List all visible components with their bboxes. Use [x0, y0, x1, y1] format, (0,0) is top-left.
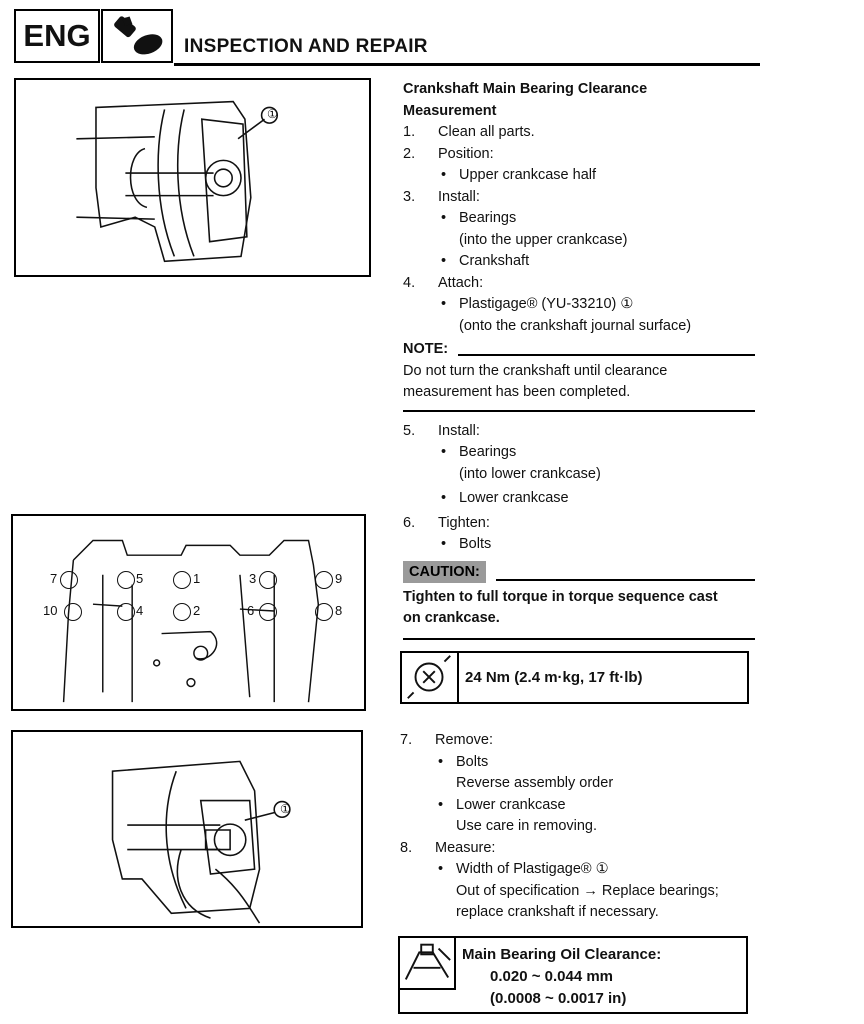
bolt-label-8: 8: [335, 603, 343, 618]
header-rule: [174, 63, 760, 66]
step-number: 5.: [403, 422, 416, 439]
list-item: Upper crankcase half: [459, 167, 597, 183]
bolt-label-6: 6: [247, 603, 255, 618]
step-text: Measure:: [435, 839, 496, 856]
caution-text: Tighten to full torque in torque sequence cast: [403, 588, 718, 605]
bolt-5: [117, 571, 135, 589]
figure-upper-crankcase-bearing: [14, 78, 371, 277]
page-title: INSPECTION AND REPAIR: [184, 36, 428, 57]
caution-text-line2: on crankcase.: [403, 610, 500, 626]
bolt-1: [173, 571, 191, 589]
list-item: Bolts: [456, 753, 489, 770]
bolt-9: [315, 571, 333, 589]
note-end-rule: [403, 410, 755, 412]
bolt-label-2: 2: [193, 603, 201, 618]
step-number: 3.: [403, 188, 416, 205]
list-item-detail: (into the upper crankcase): [459, 231, 628, 248]
step-number: 4.: [403, 274, 416, 291]
list-item: Lower crankcase: [459, 490, 569, 506]
list-item: Width of Plastigage® ①: [456, 861, 609, 877]
clearance-label: Main Bearing Oil Clearance:: [462, 946, 662, 963]
note-label: NOTE:: [403, 341, 449, 357]
wrench-icon: [101, 9, 173, 63]
bolt-8: [315, 603, 333, 621]
step-number: 6.: [403, 514, 416, 531]
bolt-label-10: 10: [43, 603, 58, 618]
list-item: Bearings: [459, 444, 517, 460]
list-item: Bearings: [459, 210, 517, 226]
clearance-value-inches: (0.0008 ~ 0.0017 in): [490, 990, 627, 1007]
list-item: Bolts: [459, 536, 492, 552]
step-text: Remove:: [435, 732, 494, 748]
callout-1: ①: [280, 802, 291, 816]
list-item: Lower crankcase: [456, 796, 566, 813]
list-item-detail: Use care in removing.: [456, 818, 598, 834]
caution-end-rule: [403, 638, 755, 640]
list-item: Crankshaft: [459, 253, 530, 269]
bolt-label-3: 3: [249, 571, 257, 586]
step-text: Install:: [438, 188, 480, 205]
caution-label: CAUTION:: [403, 561, 486, 583]
torque-spec-box: [400, 651, 749, 704]
procedure-heading-line2: Measurement: [403, 102, 497, 119]
note-text-line2: measurement has been completed.: [403, 384, 631, 400]
step-text: Install:: [438, 422, 480, 439]
list-item-detail: replace crankshaft if necessary.: [456, 904, 659, 920]
note-text: Do not turn the crankshaft until clearance: [403, 362, 668, 379]
section-code-badge: ENG: [14, 9, 100, 63]
procedure-heading: Crankshaft Main Bearing Clearance: [403, 81, 648, 97]
procedure-column: Crankshaft Main Bearing Clearance Measurement 1. Clean all parts. 2. Position: • Upper crankcase half 3. Install: • Bearings (into the upper crankcase) • Crankshaft 4. Attach: • Plastigage® (YU-33210) ① (onto the crankshaft journal surface) NOTE: Do not turn the crankshaft until clearance measurement has been completed. 5. Install: • Bearings (into lower crankcase) • Lower crankcase 6. Tighten: • Bolts CAUTION: Tighten to full torque in torque sequence cast on crankcase.: [403, 79, 755, 640]
bolt-3: [259, 571, 277, 589]
step-text: Tighten:: [438, 514, 490, 531]
figure-bolt-torque-sequence: [11, 514, 366, 711]
callout-1: ①: [267, 107, 278, 121]
bolt-6: [259, 603, 277, 621]
list-item-detail: (onto the crankshaft journal surface): [459, 317, 692, 334]
bolt-7: [60, 571, 78, 589]
torque-wrench-icon: [402, 653, 459, 702]
step-number: 7.: [400, 732, 413, 748]
procedure-column-lower: 7. Remove: • Bolts Reverse assembly order • Lower crankcase Use care in removing. 8. Measure: • Width of Plastigage® ① Out of specification → Replace bearings; replace crankshaft if necessary.: [400, 730, 752, 924]
clearance-value: 0.020 ~ 0.044 mm: [490, 968, 614, 985]
step-text: Attach:: [438, 274, 484, 291]
list-item: Plastigage® (YU-33210) ①: [459, 296, 634, 312]
caution-rule: [496, 579, 755, 581]
figure-plastigage-measure: [11, 730, 363, 928]
list-item-detail: Out of specification → Replace bearings;: [456, 882, 719, 899]
bolt-label-7: 7: [50, 571, 58, 586]
list-item-detail: (into lower crankcase): [459, 465, 601, 482]
step-number: 8.: [400, 839, 413, 856]
bolt-label-9: 9: [335, 571, 343, 586]
list-item-detail: Reverse assembly order: [456, 775, 614, 791]
step-number: 1.: [403, 124, 416, 140]
bolt-2: [173, 603, 191, 621]
step-text: Position:: [438, 145, 494, 162]
bolt-label-5: 5: [136, 571, 144, 586]
bolt-label-4: 4: [136, 603, 144, 618]
micrometer-icon: [400, 938, 456, 990]
clearance-spec-box: [398, 936, 748, 1014]
bolt-label-1: 1: [193, 571, 201, 586]
bolt-10: [64, 603, 82, 621]
torque-spec: 24 Nm (2.4 m·kg, 17 ft·lb): [465, 669, 643, 686]
bolt-4: [117, 603, 135, 621]
step-number: 2.: [403, 145, 416, 162]
step-text: Clean all parts.: [438, 124, 535, 140]
note-rule: [458, 354, 755, 356]
